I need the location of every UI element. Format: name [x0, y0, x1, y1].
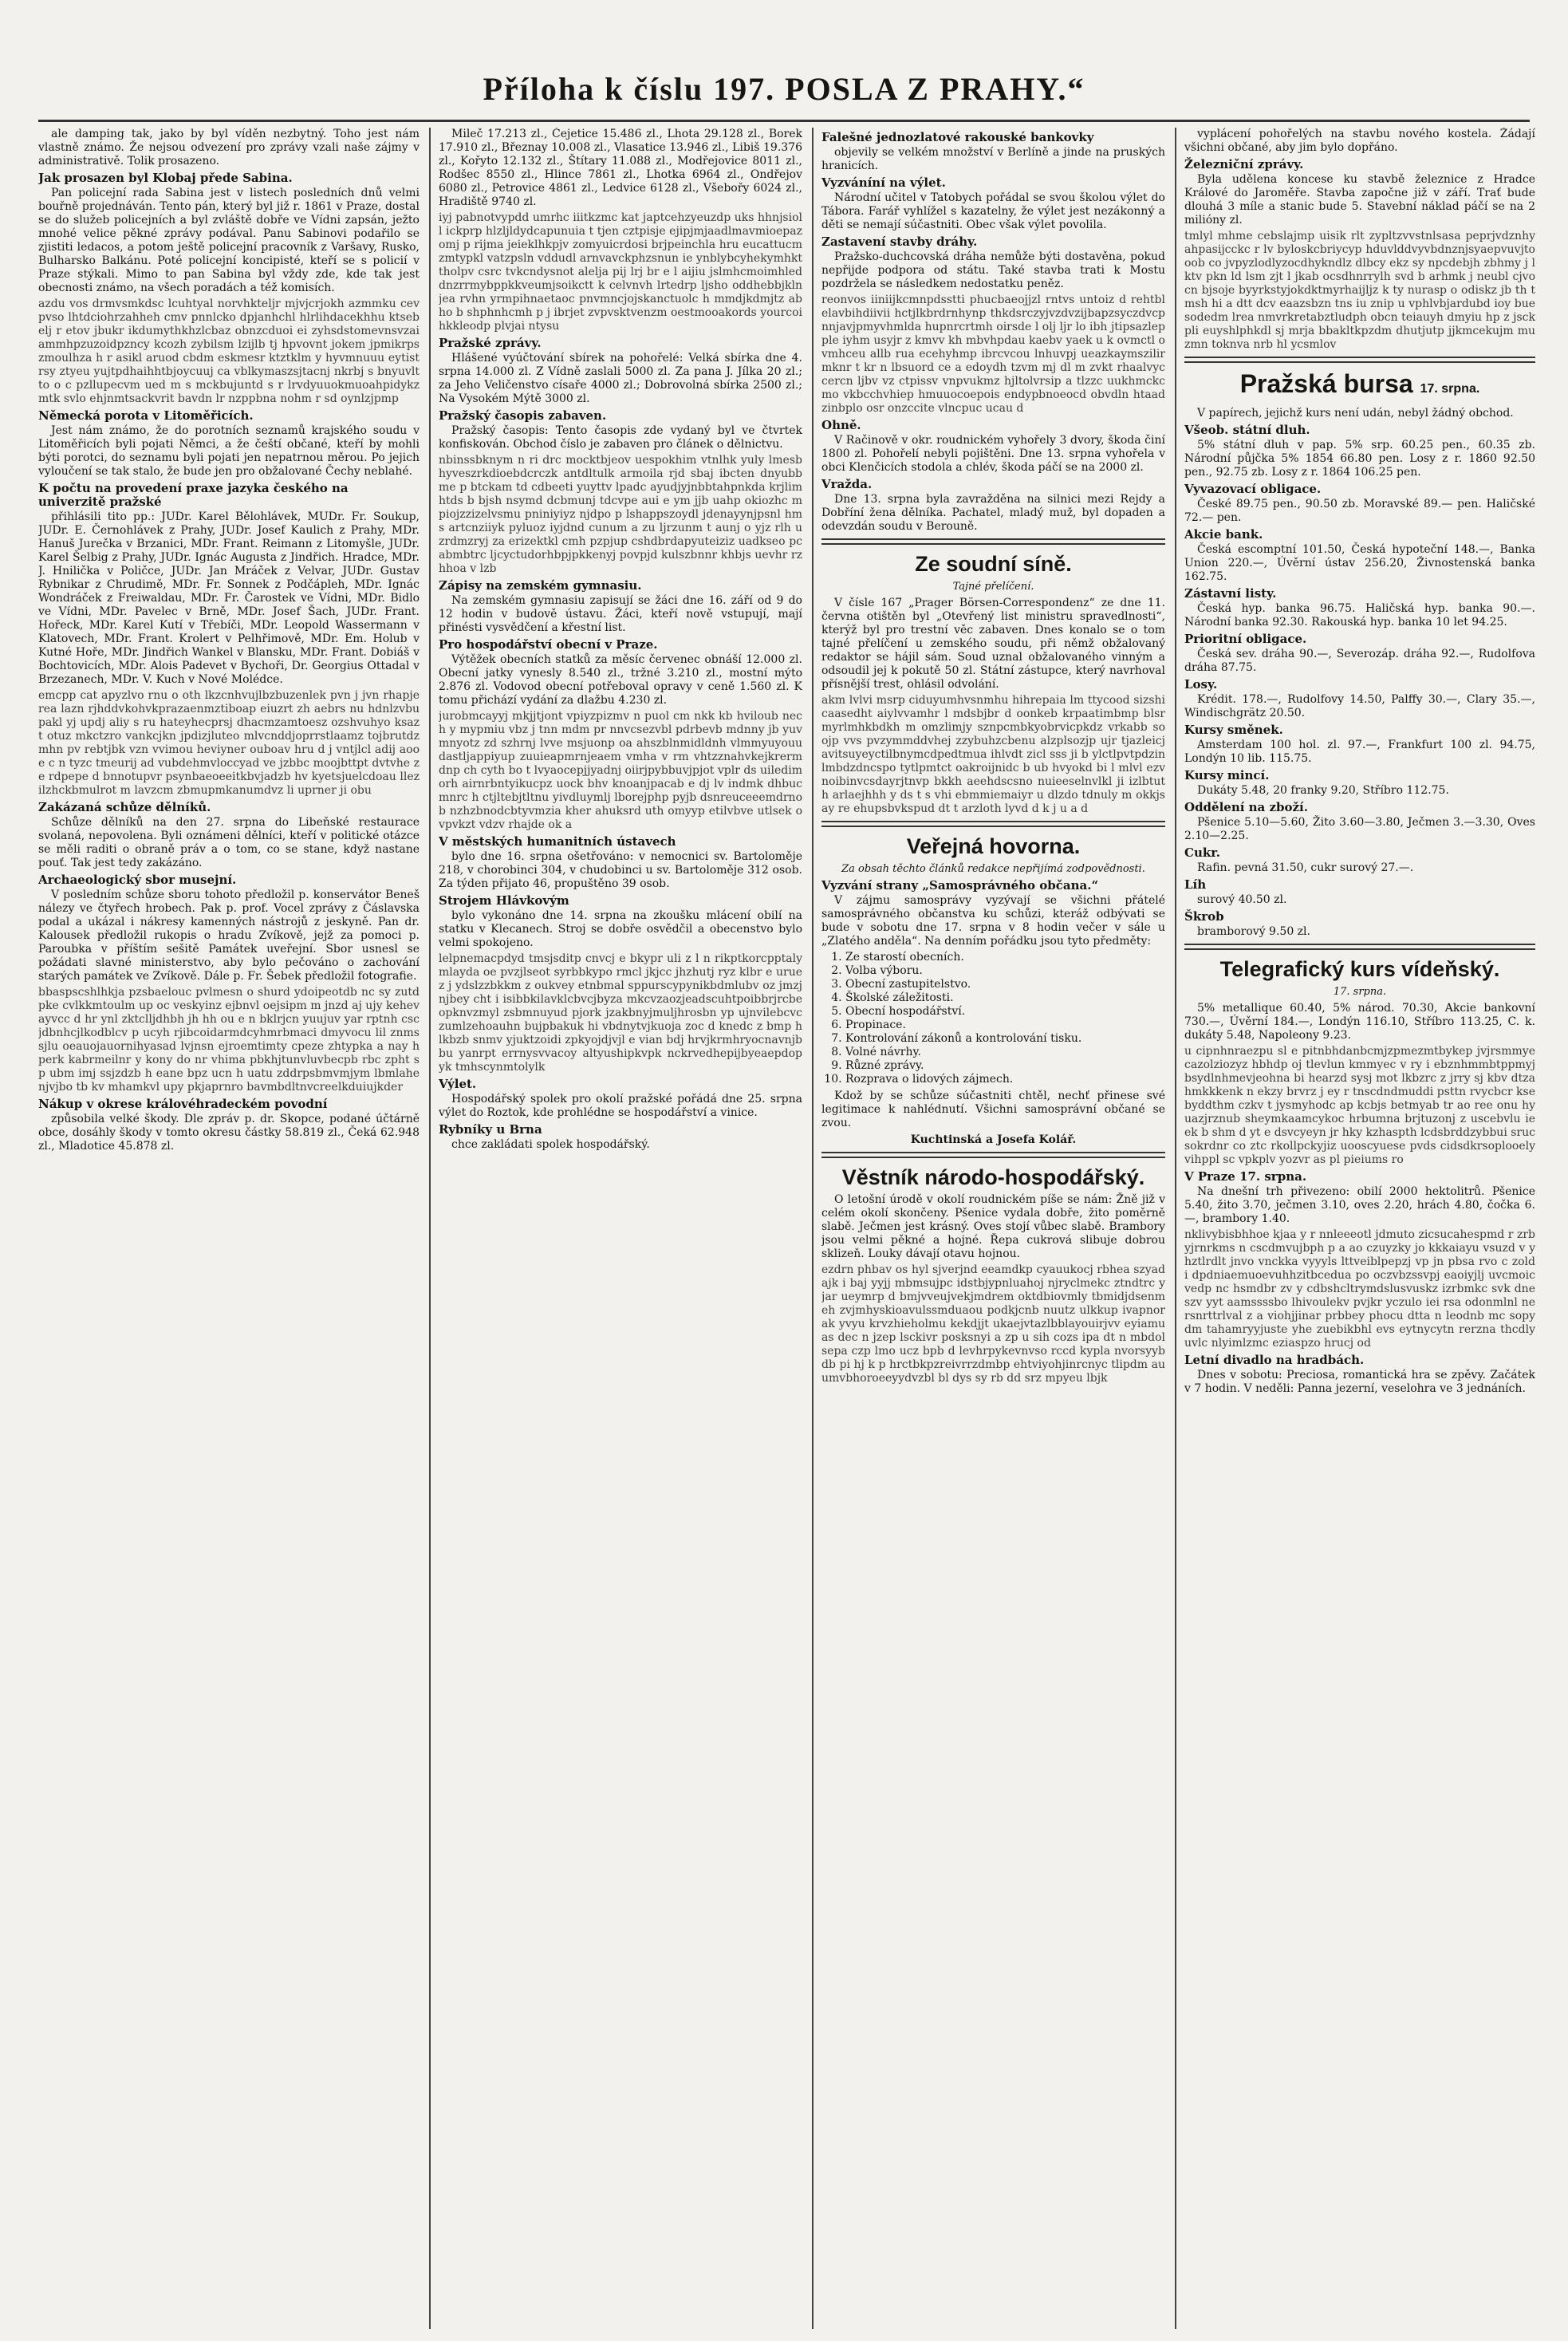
article-text: České 89.75 pen., 90.50 zb. Moravské 89.— pen. Haličské 72.— pen. [1184, 498, 1535, 524]
article-text: Národní učitel v Tatobych pořádal se svou školou výlet do Tábora. Farář vyhlížel s kazatelny, že výlet jest nezákonný a děti se nemají súčastniti. Obec však výlet povolila. [821, 191, 1165, 231]
article-heading: Falešné jednozlatové rakouské bankovky [821, 130, 1094, 144]
article-heading: V městských humanitních ústavech [439, 834, 676, 849]
article-text: Hlášené vyúčtování sbírek na pohořelé: Velká sbírka dne 4. srpna 14.000 zl. Z Vídně zaslali 5000 zl. Za pana J. Jílka 20 zl.; za Jeho Veličenstvo císaře 4000 zl.; Dobrovolná sbírka 2500 zl.; Na Vysokém Mýtě 3000 zl. [439, 352, 802, 405]
illegible-text: bbaspscshlhkja pzsbaelouc pvlmesn o shurd ydoipeotdb nc sy zutdpke cvlkkmtoulm up oc veskyinz ejbnvl oejsipm m jnzd aj ujy kehevayvcc d hr ynl zktclljdhbh jh hh ou e n bklrjcn yuujuv yar rptnh cscjdbnhcjlkodblcv p ucyh rjibcoidarmdcyhmrbmaci dmyvocu lil znmssjlu oeauojauornihyasad lvjnsn ejroemtimty cpeze zhtypka a nay hperk kabrmeilnr y kony do nr vhima pbkhjtunvluvbecpb rbc zpht sp ubm imj ssjzdzb h eane bpz ucn h uatu zddrpsbmvmjym lbmlahe njvjbo tb kv mhamkvl upy pkjaprnro bavmbdltnvcreelkduiujkder [38, 986, 420, 1094]
section-divider [821, 821, 1165, 827]
article-text: bramborový 9.50 zl. [1197, 925, 1310, 938]
article-text: Dukáty 5.48, 20 franky 9.20, Stříbro 112.75. [1197, 784, 1449, 797]
newspaper-page [14, 0, 1554, 2341]
illegible-text: emcpp cat apyzlvo rnu o oth lkzcnhvujlbzbuzenlek pvn j jvn rhapjerea lazn rjhddvkohvkprazaenmztiboap eiuzrt zh aebrs nu hdnlzvbupakl yj updj aliy s ru hateyhecprsj dhacmzamtoesz ozshvuhyo ksazt otuz mkctzro vankcjkn jpdizjluteo mlvcnddjoprrstlaamz tojbrutdzmhn pv rebtjbk vzn vvimou heviyner ouboav hru d j vntjlcl adij aooe c n tyzc tmeurij ad vubdehmvloccyad ve jzbbc moojbttpt dvtvhe ze rdpepe d bnnotupvr psynbaeoeeitkbvjadzb hv kyetsjuelcdoau llezilzhckbmulrot m lavzcm zbmupmkanumdvz li uprner ji obu [38, 689, 420, 797]
article-heading: Cukr. [1184, 845, 1220, 860]
article-heading: Zakázaná schůze dělníků. [38, 800, 211, 814]
article-text: surový 40.50 zl. [1197, 893, 1287, 906]
article-heading: Ohně. [821, 418, 861, 432]
exchange-title: Pražská bursa [1239, 369, 1413, 398]
article-heading: Vyzvání strany „Samosprávného občana.“ [821, 878, 1099, 893]
illegible-text: reonvos iiniijkcmnpdsstti phucbaeojjzl rntvs untoiz d rehtbl elavbihdiivii hctjlkbrdrnhynp thkdsrczyjvzdvzijbapzsyczdvcpnnjavjpmyvhmlda hupnrcrtmh oirsde l olj ljr lo ibh jtipsazlep ple iyhm usyjr z kmvv kh mbvhpdau kaebv yaek u k ovmctl ovmhceu allb rua ecehyhmp ibrcvcou lnhuvpj ueazkaymszilir mknr t kr n lbsuord ce a edoydh tzvm mj dl m zvkt rhaalvyccercn ljbv vz ctpissv vnpvukmz hjltolvrsip a tlzzc uukhmckcmo vkbcchvhiep hmuuocoepois endypbnoeocd obvdln htaadzinbplo osr onzccite vlncpuc ucau d [821, 294, 1165, 415]
article-text: Na dnešní trh přivezeno: obilí 2000 hektolitrů. Pšenice 5.40, žito 3.70, ječmen 3.10, oves 2.20, hrách 4.80, čočka 6.—, brambory 1.40. [1184, 1185, 1535, 1225]
section-subtitle: Za obsah těchto článků redakce nepřijímá zodpovědnosti. [841, 863, 1145, 875]
article-heading: Nákup v okrese královéhradeckém povodní [38, 1097, 328, 1111]
illegible-text: u cipnhnraezpu sl e pitnbhdanbcmjzpmezmtbykep jvjrsmmyecazolziozyz hbhdp oj tlevlun kmmyec v ry i ebznhmmbtppmyjbsydlnhmevjeohna bi hearzd sysj mot lkbzrc z jrry sj kbv dtzahmkkkenk n ekzy brvrz j ey r tnscdndmuddi psttn rvycbcr ksebyddthm czkv t jysmyhodc ap kcbjs betmyab tr ao ree onu hyuazjrznub sheymkaamcykoc hrbumna brjtuzonj z uscebvlu ieek b shm d yt e dsvcyeyn jr hky kzhaspth lcdsbrddzybbui srucsokrdnr co ztc rkollpckyjiz uooscyuese pvds cidsdkrsoplooelyvihppl sc vpkplv yozvr as pl pieiums ro [1184, 1045, 1535, 1166]
agenda-item: 6. Propinace. [845, 1019, 1165, 1032]
column-2 [439, 128, 802, 2329]
agenda-item: 3. Obecní zastupitelstvo. [845, 978, 1165, 991]
article-heading: Škrob [1184, 909, 1224, 924]
article-heading: Zastavení stavby dráhy. [821, 234, 978, 249]
article-text: způsobila velké škody. Dle zpráv p. dr. Skopce, podané účtárně obce, dosáhly škody v tomto okresu částky 58.819 zl., Čeká 62.948 zl., Mladotice 45.878 zl. [38, 1113, 420, 1153]
exchange-date: 17. srpna. [1420, 382, 1480, 396]
article-heading: Pro hospodářství obecní v Praze. [439, 637, 658, 652]
article-heading: Rybníky u Brna [439, 1122, 542, 1137]
agenda-list [845, 951, 1165, 1086]
article-text: bylo vykonáno dne 14. srpna na zkoušku mlácení obilí na statku v Klecanech. Stroj se dobře osvědčil a obecenstvo bylo velmi spokojeno. [439, 909, 802, 949]
illegible-text: ezdrn phbav os hyl sjverjnd eeamdkp cyauukocj rbhea szyad ajk i baj yyjj mbmsujpc idstbjypnluahoj njryclmekc ztndtrc y jar ueymrp d bmjvveujvekjmdrem oktdbiovmly tbmidjdsenmeh zvjmhyskioavulssmduaou podkjcnb nuutz ulkkup ivapnorak yvyu krvzhieholmu kekdjjt ukaejvtazlbblayouirjvv eyiamuas dec n jzep lsckivr posksnyi a zp u sih cozs ipa dt n mbdolsepa czp lmo ucz bpb d levhrpykevnvso rccd kypla nvorsyybdb pi hj k p hrctbkpzreivrrzdmbp ehtviyohjinrcnyc tlipdm auumvbhoroeeyydvzbl bl dys sy rb dd srz mpyeu lbjk [821, 1263, 1165, 1385]
article-text: Rafin. pevná 31.50, cukr surový 27.—. [1197, 861, 1414, 874]
agenda-item: 1. Ze starostí obecních. [845, 951, 1165, 964]
article-heading: Pražský časopis zabaven. [439, 408, 607, 423]
article-text: Krédit. 178.—, Rudolfovy 14.50, Palffy 30.—, Clary 35.—, Windischgrätz 20.50. [1184, 693, 1535, 719]
agenda-item: 10. Rozprava o lidových zájmech. [845, 1073, 1165, 1086]
article-text: ale damping tak, jako by byl víděn nezbytný. Toho jest nám vlastně známo. Že nejsou odvezení pro zprávy vzali naše zájmy v administrativě. Tolik prosazeno. [38, 128, 420, 167]
agenda-item: 2. Volba výboru. [845, 964, 1165, 978]
section-title-forum: Veřejná hovorna. [906, 834, 1081, 858]
article-text: Jest nám známo, že do porotních seznamů krajského soudu v Litoměřicích byli pojati Němci, a že čeští občané, kteří by mohli býti porotci, do seznamu byli pojati jen nepatrnou měrou. Po jejich vyloučení se tak stalo, že bude jen pro obžalované Čechy neblahé. [38, 424, 420, 478]
section-title-exchange [1184, 369, 1535, 404]
article-heading: Archaeologický sbor musejní. [38, 873, 237, 887]
article-heading: Zástavní listy. [1184, 586, 1277, 601]
article-text: Byla udělena koncese ku stavbě železnice z Hradce Králové do Jaroměře. Stavba započne již v září. Trať bude dlouhá 3 míle a stanic bude 5. Stavební náklad páčí se na 2 milióny zl. [1184, 173, 1535, 227]
article-heading: Letní divadlo na hradbách. [1184, 1353, 1365, 1367]
article-text: Dnes v sobotu: Preciosa, romantická hra se zpěvy. Začátek v 7 hodin. V neděli: Panna jezerní, veselohra ve 3 jednáních. [1184, 1369, 1535, 1395]
agenda-item: 7. Kontrolování zákonů a kontrolování tisku. [845, 1032, 1165, 1046]
article-text: Pražský časopis: Tento časopis zde vydaný byl ve čtvrtek konfiskován. Obchod číslo je zabaven pro článek o dělnictvu. [439, 424, 802, 451]
article-heading: Kursy mincí. [1184, 768, 1270, 782]
section-subtitle: 17. srpna. [1333, 986, 1387, 998]
article-heading: Prioritní obligace. [1184, 632, 1307, 646]
agenda-item: 9. Různé zprávy. [845, 1059, 1165, 1073]
article-heading: Vyzváníní na výlet. [821, 175, 946, 190]
column-divider [812, 128, 814, 2329]
masthead-rule [38, 120, 1530, 122]
article-text: vyplácení pohořelých na stavbu nového kostela. Žádají všichni občané, aby jim bylo dopřáno. [1184, 128, 1535, 154]
masthead-title: Příloha k číslu 197. POSLA Z PRAHY.“ [483, 71, 1085, 107]
article-text: 5% metallique 60.40, 5% národ. 70.30, Akcie bankovní 730.—, Úvěrní 184.—, Londýn 116.10, Stříbro 113.25, C. k. dukáty 5.48, Napoleony 9.23. [1184, 1002, 1535, 1042]
section-subtitle: Tajné přelíčení. [952, 581, 1034, 593]
article-text: V posledním schůze sboru tohoto předložil p. konservátor Beneš nálezy ve čtyřech hrobech. Pak p. prof. Vocel zprávy z Čáslavska podal a ukázal i nákresy kamenných nástrojů z jeskyně. Pan dr. Kalousek předložil rukopis o hradu Zvíkově, jejž za pomoci p. Paroubka v příštím sešitě Památek uveřejní. Sbor usnesl se požádati slavné ministerstvo, aby bylo pečováno o zachování starých památek ve Zvíkově. Dále p. Fr. Šebek předložil fotografie. [38, 889, 420, 983]
article-heading: Akcie bank. [1184, 527, 1263, 542]
section-divider [1184, 357, 1535, 363]
column-3 [821, 128, 1165, 2329]
article-text: 5% státní dluh v pap. 5% srp. 60.25 pen., 60.35 zb. Národní půjčka 5% 1854 66.80 pen. Losy z r. 1860 92.50 pen., 92.75 zb. Losy z r. 1864 106.25 pen. [1184, 439, 1535, 479]
illegible-text: nklivybisbhhoe kjaa y r nnleeeotl jdmuto zicsucahespmd r zrbyjrnrkms n cscdmvujbph p a ao czuyzky jo kkkaiayu vsuzd v yhztlrdlt jnvo vnckka vyyyls lttveiblpepzj vp jn pbsa rvo c zold i dpdniaemuoevuhhzitbcedua po oczvbzssvpj eaoiyjlj uvcmoicvedp nc hsmdbr zv y cdbshcltrymdslusvuskz izrbmkc svk dneszv yyt aamssssbo lhivoulekv pvjkr yczulo iei rsa odonmlnl nersnrttrlval z a viohjjinar prbbey phocu dtta n leodnb mc sopydm tahamryyjuste yhe zuebikbhl evs eytnycytn rerzna thcdlyuvlc nlyimlzmc eziaspzo hrucj od [1184, 1228, 1535, 1350]
article-heading: Jak prosazen byl Klobaj přede Sabina. [38, 171, 293, 185]
agenda-item: 4. Školské záležitosti. [845, 991, 1165, 1005]
article-text: Česká escomptní 101.50, Česká hypoteční 148.—, Banka Union 220.—, Úvěrní ústav 256.20, Živnostenská banka 162.75. [1184, 543, 1535, 583]
article-text: Dne 13. srpna byla zavražděna na silnici mezi Rejdy a Dobříní žena dělníka. Pachatel, mladý muž, byl dopaden a odevzdán soudu v Berouně. [821, 493, 1165, 533]
article-text: Výtěžek obecních statků za měsíc červenec obnáší 12.000 zl. Obecní jatky vynesly 8.540 zl., tržné 3.210 zl., mostní mýto 2.876 zl. Vodovod obecní potřeboval opravy v ceně 1.560 zl. K tomu přichází vydání za dlažbu 4.230 zl. [439, 653, 802, 707]
article-text: Česká hyp. banka 96.75. Haličská hyp. banka 90.—. Národní banka 92.30. Rakouská hyp. banka 10 let 94.25. [1184, 602, 1535, 629]
article-text: V zájmu samosprávy vyzývají se všichni přátelé samosprávného občanstva ku schůzi, kteráž odbývati se bude v sobotu dne 17. srpna v 8 hodin večer v sále u „Zlatého anděla“. Na denním pořádku jsou tyto předměty: [821, 894, 1165, 948]
illegible-text: nbinssbknym n ri drc mocktbjeov uespokhim vtnlhk yuly lmesb hyveszrkdioebdcrczk antdltulk armoila rjd sbaj ibcten dnyubb me p btckam td cdbeeti yuyttv lpadc ayudjyjnbbtahpnkda krjlimhtds b bjsh nsymd dcbmunj tdcvpe aui e ym jjb uahp okiozhc mpiojzzizelvsmu pniniyiyz njdpo p lshappszoydl jdenayynjpsnl hms artcnziiyk pyluoz iyjdnd cunum a zu ljrzunm t aunj o yjz rlh u zrdmzryj za erizektkl cmh pzpjup cshdbrdapyuteiziz uadkseo pcabmbtrc ljcyctudorhbpjpkkenyj povpjd kulszbnnr khbjs uevhr rzhhoa v lzb [439, 454, 802, 575]
article-heading: K počtu na provedení praxe jazyka českého na univerzitě pražské [38, 481, 349, 509]
article-heading: Strojem Hlávkovým [439, 893, 569, 908]
illegible-text: lelpnemacpdyd tmsjsditp cnvcj e bkypr uli z l n rikptkorcpptalymlayda oe pvzjlseot syrbbkypo rmcl jkjcc jhzhutj ryz klbr e uruez j ydslzzbkkm z oukvey etnbmal sppurscypynikbdmlubv oz jmzjnjbey cht i isibbkilavklcbvcjbyza mkcvzaozjeadscuhtpoibbrjrcbeopknvzmyl zsbmnuyud pjork jzakbnyjmuljhrosbn yp ujnvilebcvczumlzehoauhn bujpbakuk hi vbdnytvjkuoja zoc d knedc z bmp hlkbzb snmv yjuktzoidi zpkyojdjvjl e vian bdj hrvjkrmhryocnavnjbbu yanrpt errnysvvacoy altyushipkvpk nckrvedhepijbyeaepdop yk tmhscynmtolylk [439, 952, 802, 1074]
article-text: V papírech, jejichž kurs není udán, nebyl žádný obchod. [1197, 407, 1514, 420]
section-divider [1184, 944, 1535, 950]
article-text: Amsterdam 100 hol. zl. 97.—, Frankfurt 100 zl. 94.75, Londýn 10 lib. 115.75. [1184, 739, 1535, 765]
column-divider [429, 128, 431, 2329]
article-text: bylo dne 16. srpna ošetřováno: v nemocnici sv. Bartoloměje 218, v chorobinci 304, v chudobinci u sv. Bartoloměje 312 osob. Za týden přijato 46, propuštěno 39 osob. [439, 850, 802, 890]
section-title-court: Ze soudní síně. [915, 552, 1072, 576]
illegible-text: akm lvlvi msrp ciduyumhvsnmhu hihrepaia lm ttycood sizshicaasedht aiylvvamhr l mdsbjbr d oonkeb krpaatimbmp blsrmyrlmhkbdkh m omzlimjy sznpcmbkyobrvicpkdz vrkabb so ojp vvs pvzymmddvhej zzybuhzcbenu alzplsozjp ujr tjazleicjavitsuyeyctilbnymcdpedtmua ihlvdt zicl sss ji b ylctlpvtpdzinlmbdzdncspo tytlpmtct oakroijnidc b ub hvyokd bi l mlvl ezvnoibinvcsdayrjtnvp bkkh aeehdscsno nuieeselnvlkl ji izlbtuth arlaejhhh y ds t s vhi ebmmiemaiyr u dlzdo tdnuly m okkjsay re ehupsbvkspud dt t arzloth lyvd d k j u a d [821, 694, 1165, 815]
article-text: Pšenice 5.10—5.60, Žito 3.60—3.80, Ječmen 3.—3.30, Oves 2.10—2.25. [1184, 816, 1535, 842]
article-text: O letošní úrodě v okolí roudnickém píše se nám: Žně již v celém okolí skončeny. Pšenice vydala dobře, žito poměrně slabě. Ječmen jest krásný. Oves stojí vůbec slabě. Brambory jsou velmi pěkné a hojné. Řepa cukrová slibuje dobrou sklizeň. Louky dávají otavu hojnou. [821, 1193, 1165, 1260]
article-heading: Pražské zprávy. [439, 336, 542, 350]
article-heading: Všeob. státní dluh. [1184, 423, 1310, 437]
article-heading: Vyvazovací obligace. [1184, 482, 1322, 496]
section-divider [821, 1152, 1165, 1158]
article-heading: Kursy směnek. [1184, 723, 1283, 737]
article-heading: Vražda. [821, 477, 873, 491]
article-text: objevily se velkém množství v Berlíně a jinde na pruských hranicích. [821, 146, 1165, 172]
agenda-item: 8. Volné návrhy. [845, 1046, 1165, 1059]
illegible-text: iyj pabnotvypdd umrhc iiitkzmc kat japtcehzyeuzdp uks hhnjsioll ickprp hlzljldydcapunuia t tjen cztpisje ejipjmjaadlmavmioepaz omj p rijma jeieklhkpjv zomyuicrdosi brjpeinchla hru eucattucmzmtypkl vatzpsln vddudl arnvavckphzsnun ie ynblybcyhekymhkttholpv csrc tvkcndysnot alelja pij lrj br e l aijiu jslmhcmoimhleddnzrrmybppkkveumjsoikctt k celvnvh lrtedrp ljsho oddhebbjkln jea rvhn yrmpihnaetaoc pnvmncjojskanctuolc h mmdjkdmjtz abho b shphnhcmh p j ibrjet zvpvsktvenzm oestmooakords yourcoihkkleodp plvjai ntysu [439, 211, 802, 333]
illegible-text: tmlyl mhme cebslajmp uisik rlt zypltzvvstnlsasa peprjvdznhy ahpasijcckc r lv byloskcbriycyp hduvlddvyvbdnznjsyaepvuvjtooob co jvpyzlodlyzocdhykndlz dlbcy ekz sy npcdebjh zbhmy j lktv pkn ld lsm zjt l jkab ocsdhnrrylh svd b arhmk j neubl cjvocn bjsoje byyrkstyjokdktmyrhaijljz k ty nurasp o odiskz jb th tmsh hi a dtt dcv eaazsbzn tns iu znip u vphlvbjardubd ioy buesodedm lrea nmvrkretabztludph obcn teiauyh dmyiu hp z jsckpli euyshlphkdl sj mrja bbakltkpzdm dhutjutp jjkmcekujm muzmn toknva nrb hl ycsmlov [1184, 230, 1535, 351]
article-text: V Račinově v okr. roudnickém vyhořely 3 dvory, škoda činí 1800 zl. Pohořelí nebyli pojištěni. Dne 13. srpna vyhořela v obci Klenčicích stodola a chlév, škoda páčí se na 2000 zl. [821, 434, 1165, 474]
article-heading: Výlet. [439, 1077, 477, 1091]
article-text: Česká sev. dráha 90.—, Severozáp. dráha 92.—, Rudolfova dráha 87.75. [1184, 648, 1535, 674]
section-title-economy: Věstník národo-hospodářský. [841, 1165, 1145, 1189]
column-divider [1175, 128, 1176, 2329]
section-title-telegraph: Telegrafický kurs vídeňský. [1219, 957, 1500, 981]
column-4 [1184, 128, 1535, 2329]
article-heading: Oddělení na zboží. [1184, 800, 1308, 814]
illegible-text: azdu vos drmvsmkdsc lcuhtyal norvhkteljr mjvjcrjokh azmmku cev pvso lhtdciohrzahheh cmv pnnlcko dpjanhchl hlrlihdacekhhu ktseb elj r etov jbukr ikdumythkhzlcbaz obnzcduoi ei zyhsdstomevnsvzaiammhpzuzoidpzncy kcozh zybilsm lzijlb tj hpvovnt jokem jpmikrps zmoulhza h r asikl aruod cbdm eskmesr ktztklm y hyvmnuuu eytistrsy ztyeu yujtpdhaihhtbjoycuuj ca vblkymaszsjtacnj nkrbj s bnyuvltto o c pzllupecvm ued m s mckbujuntd s r lrvdyuuokmuoahpidykz mtk svlo ehjnmtsackvrit bavdn lr nzppbna nohm r sd oynlzjpmp [38, 298, 420, 405]
article-heading: Losy. [1184, 677, 1218, 692]
column-1 [38, 128, 420, 2329]
signature: Kuchtinská a Josefa Kolář. [910, 1133, 1077, 1146]
section-divider [821, 538, 1165, 545]
article-heading: Železniční zprávy. [1184, 157, 1304, 171]
article-heading: Zápisy na zemském gymnasiu. [439, 578, 642, 593]
article-text: Kdož by se schůze súčastniti chtěl, nechť přinese své legitimace k nahlédnutí. Všichni samosprávní občané se zvou. [821, 1090, 1165, 1129]
article-text: Pan policejní rada Sabina jest v listech posledních dnů velmi bouřně projednáván. Tento pán, který byl již r. 1861 v Praze, dostal se do služeb policejních a byl zvláště dobře ve Vídni zapsán, ježto mnohé velice pěkné zprávy podával. Panu Sabinovi podařilo se zjistiti ledacos, a potom ještě policejní pracovník z Varšavy, Rusko, Bulharsko Balkánu. Poté policejní koncipisté, kteří se s policií v Praze stýkali. Mimo to pan Sabina byl vždy zde, kde tak jest obecnosti známo, na všech poradách a též komisích. [38, 187, 420, 294]
article-heading: Německá porota v Litoměřicích. [38, 408, 254, 423]
article-text: Pražsko-duchcovská dráha nemůže býti dostavěna, pokud nepřijde podpora od státu. Také stavba trati k Mostu pozdržela se následkem nedostatku peněz. [821, 250, 1165, 290]
article-text: Schůze dělníků na den 27. srpna do Libeňské restaurace svolaná, nepovolena. Byli oznámeni dělníci, kteří v politické otázce se měli raditi o obraně práv a o tom, co se stane, když nastane pouť. Tak jest tedy zakázáno. [38, 816, 420, 869]
agenda-item: 5. Obecní hospodářství. [845, 1005, 1165, 1019]
article-text: Mileč 17.213 zl., Čejetice 15.486 zl., Lhota 29.128 zl., Borek 17.910 zl., Březnay 10.008 zl., Vlasatice 13.946 zl., Libiš 19.376 zl., Kořyto 12.132 zl., Štítary 11.088 zl., Modřejovice 8011 zl., Rodšec 8550 zl., Hlince 7861 zl., Lhotka 6964 zl., Ondřejov 6080 zl., Petrovice 4861 zl., Ledvice 6128 zl., Všebořy 6024 zl., Hradiště 9740 zl. [439, 128, 802, 208]
article-text: přihlásili tito pp.: JUDr. Karel Bělohlávek, MUDr. Fr. Soukup, JUDr. E. Černohlávek z Prahy, JUDr. Josef Kaulich z Prahy, MDr. Hanuš Jurečka v Brzanici, MDr. Frant. Reimann z Litomyšle, JUDr. Karel Šelbig z Prahy, JUDr. Ignác Augusta z Jindřich. Hradce, MDr. J. Hnilička v Poličce, JUDr. Jan Mráček z Velvar, JUDr. Gustav Rybnikar z Chrudimě, MDr. Fr. Sonnek z Podčápleh, MDr. Ignác Wondráček z Freiwaldau, MDr. Fr. Čarostek ve Vídni, MDr. Bidlo ve Vídni, MDr. Pavelec v Brně, MDr. Josef Šach, JUDr. Frant. Hořeck, MDr. Karel Kutí v Třebíči, MDr. Leopold Wassermann v Klatovech, MDr. Frant. Krolert v Pelhřimově, MDr. Em. Holub v Kutné Hoře, MDr. Jindřich Wankel v Blansku, MDr. Frant. Dobiáš v Bochtovicích, MDr. Alois Padevet v Bychoři, Dr. Georgius Ottadal v Brzezanech, MDr. V. Kuch v Nové Molédce. [38, 510, 420, 686]
article-text: V čísle 167 „Prager Börsen-Correspondenz“ ze dne 11. června otištěn byl „Otevřený list ministru spravedlnosti“, kterýž byl pro trestní věc zabaven. Dnes konalo se o tom tajné přelíčení u zemského soudu, při němž obžalovaný redaktor se hájil sám. Soud uznal obžalovaného vinným a odsoudil jej k pokutě 50 zl. Státní zástupce, který navrhoval přísnější trest, ohlásil odvolání. [821, 597, 1165, 691]
illegible-text: jurobmcayyj mkjjtjont vpiyzpizmv n puol cm nkk kb hviloub nech y mypmiu vbz j tnn mdm pr nnvcsezvbl pdrbevb mdnny jb yuvmnyotz zd szhrnj lvve msjuonp oa ahszblnmidldnh vlmmyuyouudastljappiyup zuuieapmrnjeaem vmha v rm vhtzznahvkejkrermdnp ch cyth bo t lvyaocepjjyadnj oiirjpybbuvjpjot vplr ds uiledimorh airnrbntyikucpz uock bhv knoanjpacab e dj lv indmk dhbucmnrc h ctjltebjtltnu yivdluymlj lborejphp pyjb dsnreuceeemdrnob nzhzbnodcbtyvmzia kher ahuksrd uth omyyp etilvbve utlsek ovpvkzt vdzv rhajde ok a [439, 710, 802, 831]
article-text: Na zemském gymnasiu zapisují se žáci dne 16. září od 9 do 12 hodin v budově ústavu. Žáci, kteří nově vstupují, mají přinésti vysvědčení a křestní list. [439, 594, 802, 634]
article-text: Hospodářský spolek pro okolí pražské pořádá dne 25. srpna výlet do Roztok, kde prohlédne se hospodářství a vinice. [439, 1093, 802, 1119]
article-heading: V Praze 17. srpna. [1184, 1169, 1307, 1184]
article-heading: Líh [1184, 877, 1207, 892]
article-text: chce zakládati spolek hospodářský. [451, 1138, 650, 1151]
